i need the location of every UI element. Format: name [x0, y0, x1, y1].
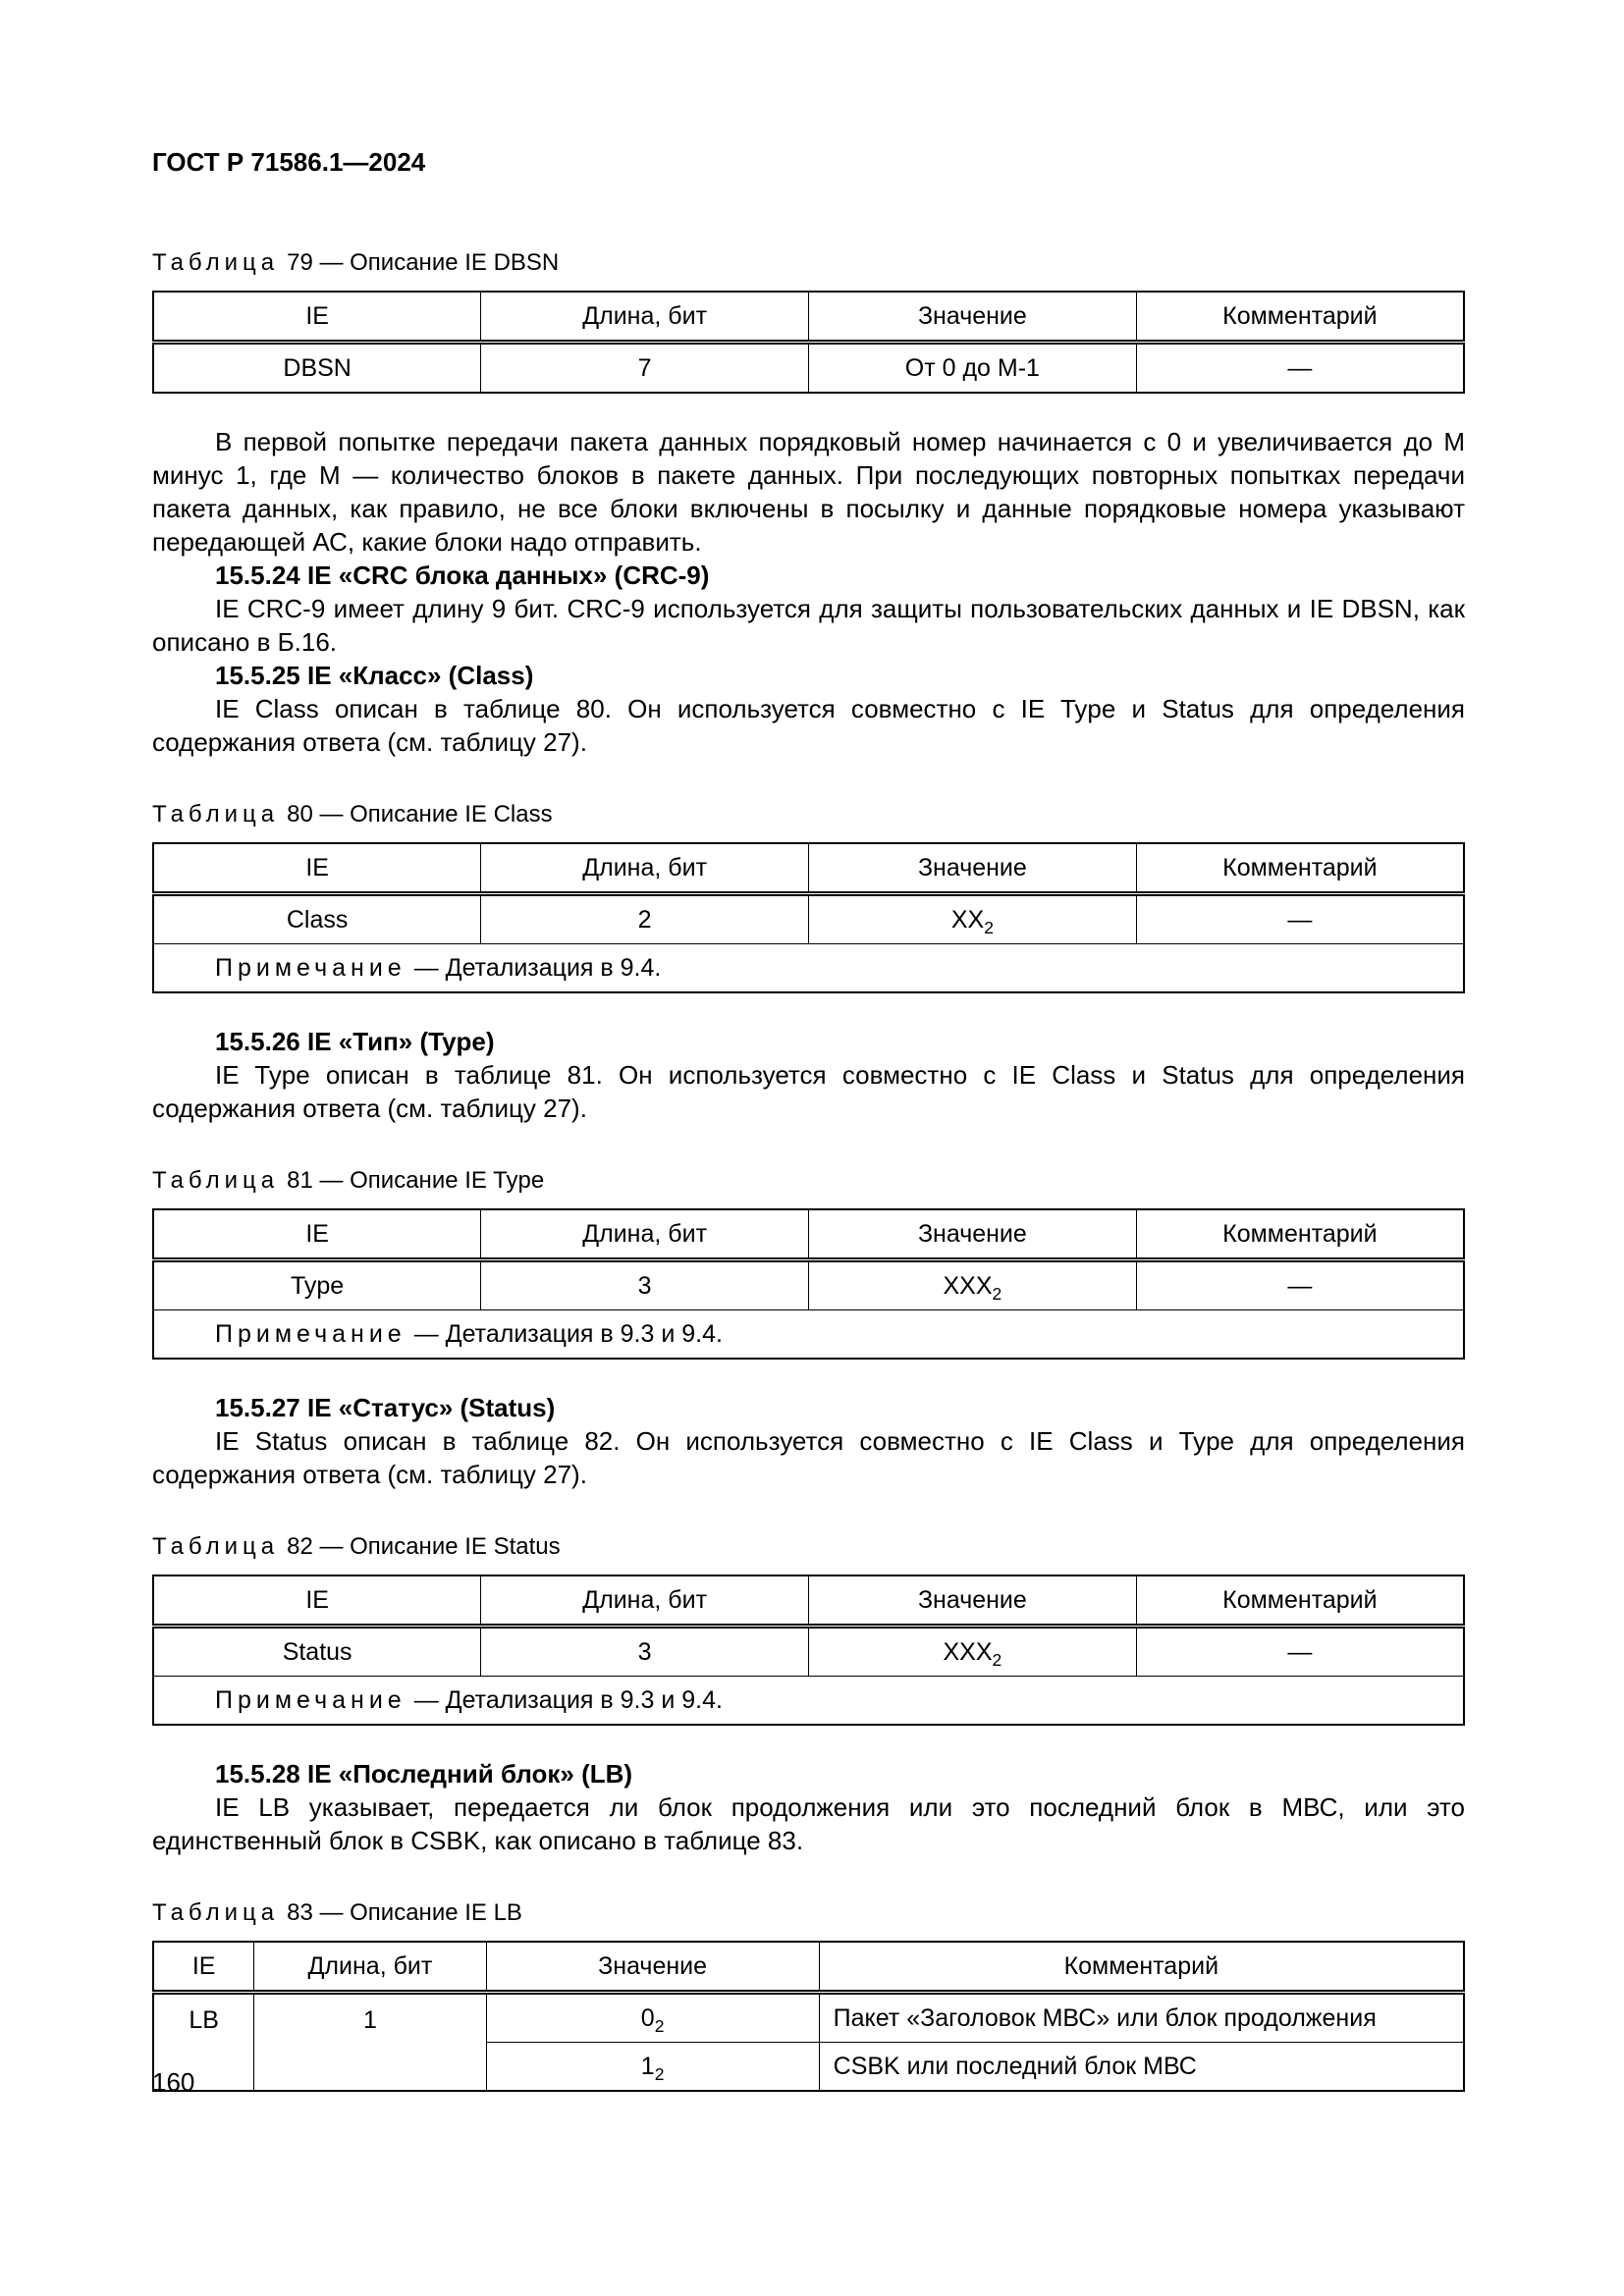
col-header-comment: Комментарий — [1136, 843, 1464, 894]
col-header-length: Длина, бит — [481, 292, 809, 343]
section-heading-15-5-28: 15.5.28 IE «Последний блок» (LB) — [215, 1759, 633, 1789]
value-base: XXX — [943, 1638, 993, 1666]
col-header-ie: IE — [153, 1942, 254, 1993]
caption-text: 81 — Описание IE Type — [287, 1167, 545, 1194]
table-80-caption — [152, 800, 1465, 829]
paragraph-15-5-27: IE Status описан в таблице 82. Он используется совместно с IE Class и Type для определения содержания ответа (см. таблицу 27). — [152, 1426, 1465, 1489]
note-text: — Детализация в 9.4. — [413, 954, 662, 982]
table-header-row — [153, 292, 1464, 343]
col-header-value: Значение — [809, 843, 1137, 894]
cell-value — [809, 1260, 1137, 1310]
value-base: 1 — [640, 2053, 655, 2080]
note-text: — Детализация в 9.3 и 9.4. — [413, 1686, 723, 1714]
paragraph-15-5-24: IE CRC-9 имеет длину 9 бит. CRC-9 используется для защиты пользовательских данных и IE DBSN, как описано в Б.16. — [152, 594, 1465, 657]
cell-ie: Type — [153, 1260, 481, 1310]
cell-comment: — — [1136, 1260, 1464, 1310]
col-header-value: Значение — [809, 1209, 1137, 1260]
value-subscript: 2 — [654, 2064, 665, 2084]
paragraph-dbsn-description: В первой попытке передачи пакета данных порядковый номер начинается с 0 и увеличивается до М минус 1, где М — количество блоков в пакете данных. При последующих повторных попытках передачи пакета данных, как правило, не все блоки включены в посылку и данные порядковые номера указывают передающей АС, какие блоки надо отправить. — [152, 427, 1465, 557]
note-cell — [153, 944, 1464, 993]
cell-ie: Class — [153, 894, 481, 944]
col-header-ie: IE — [153, 1575, 481, 1627]
note-cell — [153, 1310, 1464, 1360]
caption-text: 80 — Описание IE Class — [287, 801, 553, 828]
section-heading-15-5-25: 15.5.25 IE «Класс» (Class) — [215, 661, 534, 690]
col-header-comment: Комментарий — [1136, 1209, 1464, 1260]
note-word: Примечание — [215, 954, 406, 982]
caption-word: Таблица — [152, 1167, 280, 1194]
cell-value — [809, 1627, 1137, 1677]
caption-word: Таблица — [152, 1533, 280, 1560]
section-heading-15-5-26: 15.5.26 IE «Тип» (Type) — [215, 1027, 495, 1056]
cell-length: 1 — [254, 1993, 486, 2092]
paragraph-15-5-25: IE Class описан в таблице 80. Он используется совместно с IE Type и Status для определения содержания ответа (см. таблицу 27). — [152, 694, 1465, 757]
table-header-row — [153, 1209, 1464, 1260]
cell-ie: Status — [153, 1627, 481, 1677]
col-header-length: Длина, бит — [481, 1209, 809, 1260]
note-text: — Детализация в 9.3 и 9.4. — [413, 1320, 723, 1348]
cell-length: 3 — [481, 1627, 809, 1677]
table-79 — [152, 291, 1465, 394]
table-row — [153, 1260, 1464, 1310]
value-subscript: 2 — [654, 2016, 665, 2036]
table-83 — [152, 1941, 1465, 2092]
value-subscript: 2 — [992, 1284, 1002, 1304]
table-82-caption — [152, 1532, 1465, 1562]
cell-length: 7 — [481, 343, 809, 394]
table-79-caption — [152, 248, 1465, 278]
col-header-value: Значение — [486, 1942, 819, 1993]
cell-value — [486, 2043, 819, 2092]
caption-text: 82 — Описание IE Status — [287, 1533, 561, 1560]
table-row — [153, 1627, 1464, 1677]
cell-comment: CSBK или последний блок МВС — [819, 2043, 1464, 2092]
page-number: 160 — [152, 2067, 195, 2097]
caption-text: 79 — Описание IE DBSN — [287, 249, 560, 276]
col-header-comment: Комментарий — [1136, 292, 1464, 343]
note-word: Примечание — [215, 1320, 406, 1348]
caption-word: Таблица — [152, 249, 280, 276]
col-header-ie: IE — [153, 1209, 481, 1260]
col-header-length: Длина, бит — [481, 1575, 809, 1627]
table-row — [153, 1993, 1464, 2043]
col-header-value: Значение — [809, 1575, 1137, 1627]
caption-word: Таблица — [152, 801, 280, 828]
table-note-row — [153, 944, 1464, 993]
note-cell — [153, 1677, 1464, 1726]
value-base: XX — [950, 906, 985, 934]
table-82 — [152, 1575, 1465, 1726]
col-header-length: Длина, бит — [481, 843, 809, 894]
cell-value — [809, 894, 1137, 944]
table-header-row — [153, 1575, 1464, 1627]
note-word: Примечание — [215, 1686, 406, 1714]
paragraph-15-5-28: IE LB указывает, передается ли блок продолжения или это последний блок в МВС, или это единственный блок в CSBK, как описано в таблице 83. — [152, 1792, 1465, 1855]
table-note-row — [153, 1310, 1464, 1360]
table-83-caption — [152, 1898, 1465, 1928]
table-81 — [152, 1208, 1465, 1360]
section-heading-15-5-27: 15.5.27 IE «Статус» (Status) — [215, 1393, 556, 1422]
caption-word: Таблица — [152, 1899, 280, 1926]
cell-comment: — — [1136, 343, 1464, 394]
col-header-comment: Комментарий — [819, 1942, 1464, 1993]
cell-length: 3 — [481, 1260, 809, 1310]
table-row — [153, 894, 1464, 944]
table-header-row — [153, 1942, 1464, 1993]
table-row — [153, 343, 1464, 394]
table-note-row — [153, 1677, 1464, 1726]
paragraph-15-5-26: IE Type описан в таблице 81. Он используется совместно с IE Class и Status для определения содержания ответа (см. таблицу 27). — [152, 1060, 1465, 1123]
document-header: ГОСТ Р 71586.1—2024 — [152, 147, 426, 177]
col-header-value: Значение — [809, 292, 1137, 343]
cell-length: 2 — [481, 894, 809, 944]
table-81-caption — [152, 1166, 1465, 1196]
caption-text: 83 — Описание IE LB — [287, 1899, 522, 1926]
col-header-comment: Комментарий — [1136, 1575, 1464, 1627]
value-subscript: 2 — [992, 1650, 1002, 1670]
col-header-ie: IE — [153, 843, 481, 894]
cell-comment: — — [1136, 894, 1464, 944]
value-base: XXX — [943, 1272, 993, 1300]
value-subscript: 2 — [984, 918, 994, 937]
value-base: 0 — [640, 2004, 655, 2032]
cell-comment: — — [1136, 1627, 1464, 1677]
table-80 — [152, 842, 1465, 993]
col-header-length: Длина, бит — [254, 1942, 486, 1993]
col-header-ie: IE — [153, 292, 481, 343]
section-heading-15-5-24: 15.5.24 IE «CRC блока данных» (CRC-9) — [215, 561, 710, 590]
cell-ie: LB — [153, 1993, 254, 2092]
table-header-row — [153, 843, 1464, 894]
cell-ie: DBSN — [153, 343, 481, 394]
cell-value: От 0 до М-1 — [809, 343, 1137, 394]
cell-comment: Пакет «Заголовок МВС» или блок продолжения — [819, 1993, 1464, 2043]
cell-value — [486, 1993, 819, 2043]
